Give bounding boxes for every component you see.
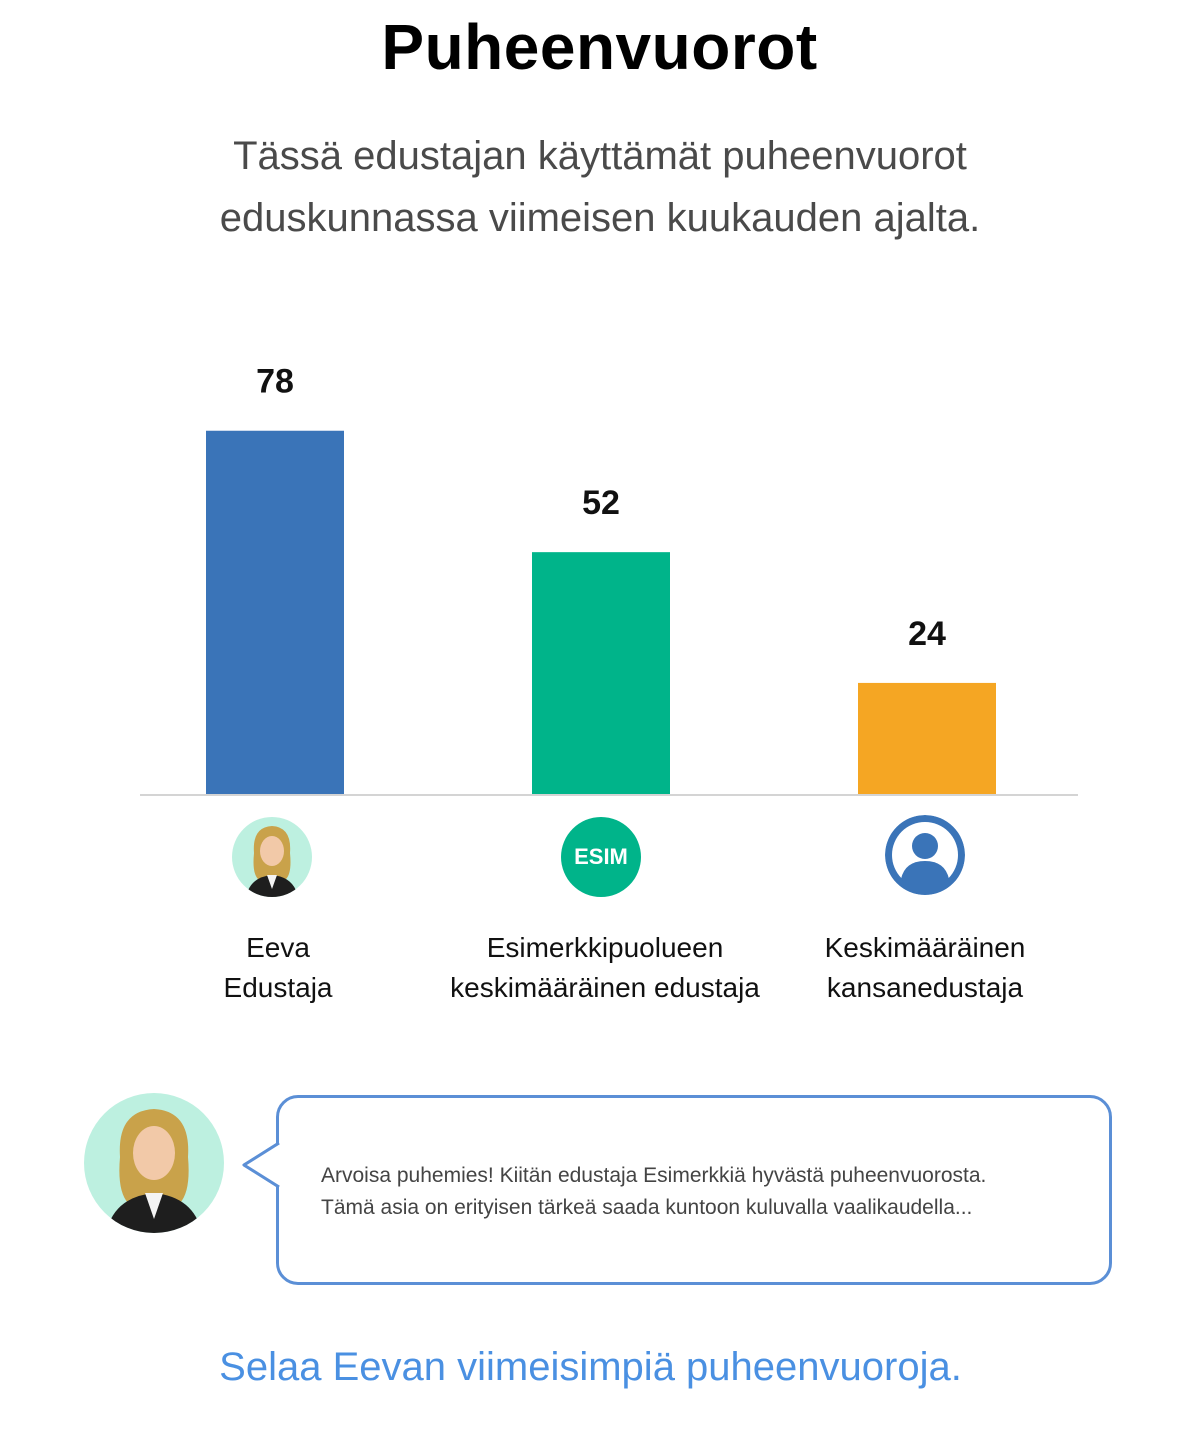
- category-label-line: Keskimääräinen: [824, 932, 1026, 963]
- bar-value-label-0: 78: [256, 362, 294, 401]
- category-label-line: keskimääräinen edustaja: [450, 972, 760, 1003]
- bar-value-label-1: 52: [582, 484, 620, 523]
- party-badge-icon: ESIM: [561, 817, 641, 897]
- category-label-line: Edustaja: [223, 972, 333, 1003]
- speeches-bar-chart: [0, 340, 1199, 810]
- category-label-line: kansanedustaja: [826, 972, 1024, 1003]
- quote-line: Tämä asia on erityisen tärkeä saada kuntoon kuluvalla vaalikaudella...: [321, 1196, 973, 1219]
- bar-0: [206, 431, 344, 795]
- bar-1: [532, 552, 670, 795]
- quote-line: Arvoisa puhemies! Kiitän edustaja Esimerkkiä hyvästä puheenvuorosta.: [321, 1164, 987, 1187]
- category-label-line: Esimerkkipuolueen: [486, 932, 724, 963]
- eeva-avatar: [232, 817, 312, 897]
- category-label-party-average: [425, 928, 785, 1008]
- category-label-line: Eeva: [246, 932, 310, 963]
- category-label-mp-average: [745, 928, 1105, 1008]
- speaker-avatar: [84, 1093, 224, 1233]
- page-title: Puheenvuorot: [381, 11, 818, 83]
- bar-value-label-2: 24: [908, 614, 946, 653]
- speech-bubble: [276, 1095, 1112, 1285]
- category-label-eeva: [98, 928, 458, 1008]
- bar-2: [858, 683, 996, 795]
- browse-speeches-link[interactable]: Selaa Eevan viimeisimpiä puheenvuoroja.: [219, 1345, 962, 1389]
- user-icon: [885, 815, 965, 895]
- speech-quote: [321, 1160, 1101, 1224]
- speech-bubble-tail-cover: [240, 1140, 282, 1190]
- page-subtitle: Tässä edustajan käyttämät puheenvuorot eduskunnassa viimeisen kuukauden ajalta.: [219, 134, 981, 240]
